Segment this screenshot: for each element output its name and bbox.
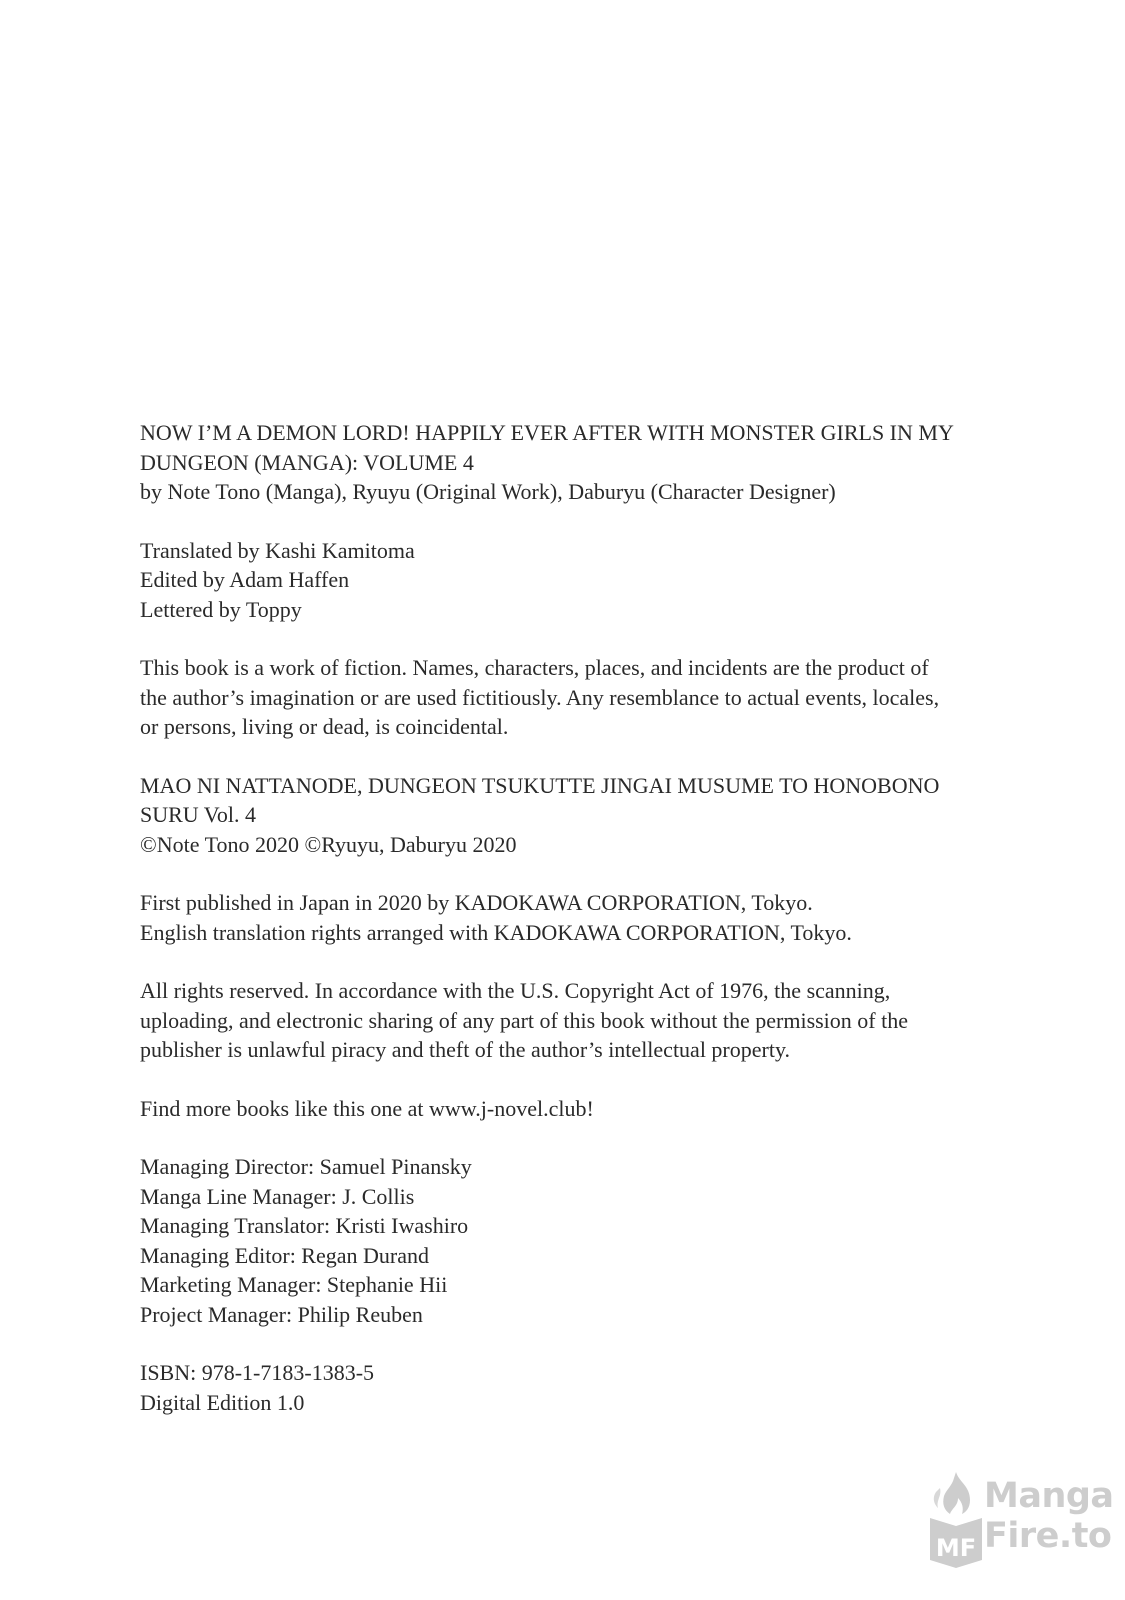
watermark-line-2: Fire.to (984, 1516, 1112, 1556)
translator-credit: Translated by Kashi Kamitoma (140, 537, 415, 563)
staff-marketing-manager: Marketing Manager: Stephanie Hii (140, 1272, 448, 1297)
copyright-page (140, 418, 1070, 1446)
rights-line-3: publisher is unlawful piracy and theft of the author’s intellectual property. (140, 1037, 791, 1062)
disclaimer-block (140, 653, 1070, 742)
publication-block (140, 888, 1070, 947)
disclaimer-line-1: This book is a work of fiction. Names, characters, places, and incidents are the product of (140, 655, 929, 680)
disclaimer-line-3: or persons, living or dead, is coincidental. (140, 714, 509, 739)
disclaimer-line-2: the author’s imagination or are used fictitiously. Any resemblance to actual events, locales, (140, 684, 940, 710)
rights-line-1: All rights reserved. In accordance with the U.S. Copyright Act of 1976, the scanning, (140, 978, 891, 1003)
staff-managing-director: Managing Director: Samuel Pinansky (140, 1154, 472, 1179)
staff-managing-translator: Managing Translator: Kristi Iwashiro (140, 1213, 469, 1238)
title-block (140, 418, 1070, 507)
staff-managing-editor: Managing Editor: Regan Durand (140, 1242, 429, 1268)
find-more-text: Find more books like this one at www.j-novel.club! (140, 1095, 594, 1121)
identifiers-block (140, 1358, 1070, 1417)
staff-project-manager: Project Manager: Philip Reuben (140, 1301, 423, 1327)
copyright-notice: ©Note Tono 2020 ©Ryuyu, Daburyu 2020 (140, 831, 517, 857)
find-more-block (140, 1094, 1070, 1124)
flame-book-icon (926, 1468, 988, 1568)
authors-line: by Note Tono (Manga), Ryuyu (Original Work), Daburyu (Character Designer) (140, 479, 836, 504)
title-line-2: DUNGEON (MANGA): VOLUME 4 (140, 449, 474, 475)
credits-block (140, 536, 1070, 625)
mangafire-watermark (926, 1468, 1114, 1578)
letterer-credit: Lettered by Toppy (140, 596, 302, 622)
isbn: ISBN: 978-1-7183-1383-5 (140, 1360, 375, 1385)
staff-manga-line-manager: Manga Line Manager: J. Collis (140, 1183, 415, 1209)
rights-line-2: uploading, and electronic sharing of any part of this book without the permission of the (140, 1007, 909, 1033)
title-line-1: NOW I’M A DEMON LORD! HAPPILY EVER AFTER WITH MONSTER GIRLS IN MY (140, 420, 954, 445)
watermark-line-1: Manga (984, 1476, 1114, 1516)
original-title-line-1: MAO NI NATTANODE, DUNGEON TSUKUTTE JINGAI MUSUME TO HONOBONO (140, 772, 940, 798)
original-title-block (140, 771, 1070, 860)
watermark-text (984, 1476, 1114, 1556)
editor-credit: Edited by Adam Haffen (140, 567, 350, 592)
watermark-monogram: MF (935, 1534, 977, 1562)
rights-block (140, 976, 1070, 1065)
original-title-line-2: SURU Vol. 4 (140, 802, 256, 827)
edition: Digital Edition 1.0 (140, 1389, 305, 1415)
staff-block (140, 1152, 1070, 1329)
publication-line-2: English translation rights arranged with KADOKAWA CORPORATION, Tokyo. (140, 919, 852, 945)
publication-line-1: First published in Japan in 2020 by KADOKAWA CORPORATION, Tokyo. (140, 890, 813, 915)
